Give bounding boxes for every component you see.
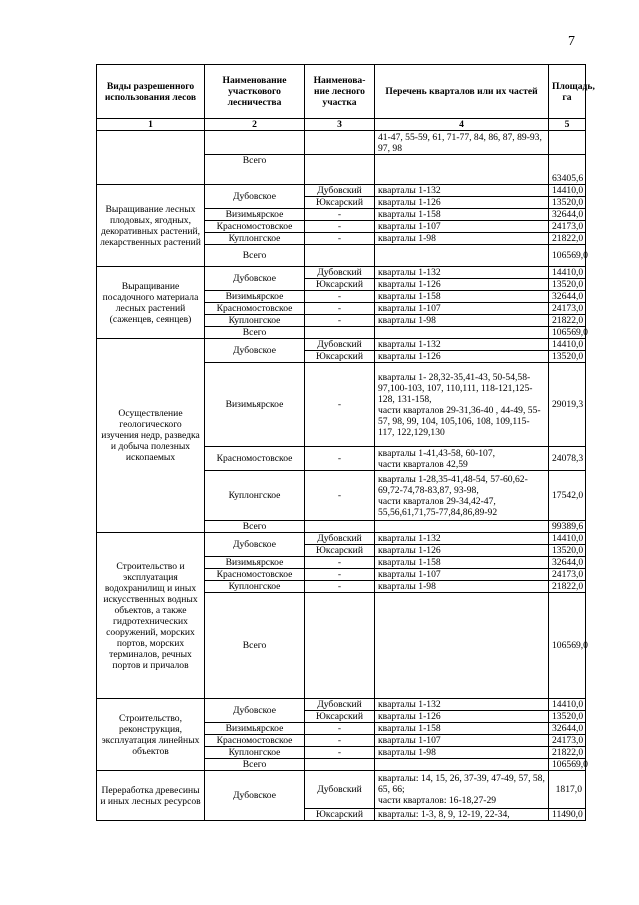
page-number: 7 — [568, 34, 575, 49]
quarter-list-full: кварталы 1-41,43-58, 60-107, — [378, 447, 496, 459]
quarter-list: кварталы: 1-3, 8, 9, 12-19, 22-34, — [375, 809, 549, 821]
activity-cell: Переработка древесины и иных лесных ресурсов — [97, 771, 205, 821]
quarter-list — [375, 771, 549, 809]
forestry-cell: Куплонгское — [205, 233, 305, 245]
area-value: 21822,0 — [549, 747, 586, 759]
forestry-cell: Куплонгское — [205, 747, 305, 759]
activity-cell: Выращивание посадочного материала лесных растений (саженцев, сеянцев) — [97, 267, 205, 339]
area-value: 21822,0 — [549, 315, 586, 327]
plot-cell: Дубовский — [305, 185, 375, 197]
quarter-list-full: кварталы 1- 28,32-35,41-43, 50-54,58-97,100-103, 107, 110,111, 118-121,125-128, 131-158, — [378, 371, 533, 405]
forestry-cell: Красномостовское — [205, 569, 305, 581]
quarter-list: кварталы 1-158 — [375, 291, 549, 303]
total-label: Всего — [205, 245, 305, 267]
forestry-cell: Визимьярское — [205, 363, 305, 447]
quarter-list-full: кварталы: 14, 15, 26, 37-39, 47-49, 57, 58, 65, 66; — [378, 773, 545, 795]
total-value: 99389,6 — [549, 521, 586, 533]
total-label: Всего — [205, 593, 305, 699]
quarter-list-parts: части кварталов: 16-18,27-29 — [378, 795, 497, 806]
plot-cell: Юксарский — [305, 545, 375, 557]
quarter-list-parts: части кварталов 29-31,36-40 , 44-49, 55-57, 98, 99, 104, 105,106, 108, 109,115-117, 122,129,130 — [378, 404, 541, 438]
table-row — [97, 699, 586, 711]
header-col4: Перечень кварталов или их частей — [375, 65, 549, 119]
total-label: Всего — [205, 521, 305, 533]
quarter-list: кварталы 1-126 — [375, 351, 549, 363]
header-col3: Наименова-ние лесного участка — [305, 65, 375, 119]
quarter-list: кварталы 1-132 — [375, 185, 549, 197]
area-value: 24078,3 — [549, 447, 586, 471]
quarter-list: кварталы 1-107 — [375, 221, 549, 233]
area-value: 1817,0 — [549, 771, 586, 809]
activity-cell: Выращивание лесных плодовых, ягодных, декоративных растений, лекарственных растений — [97, 185, 205, 267]
area-value: 24173,0 — [549, 221, 586, 233]
quarter-list: кварталы 1-132 — [375, 339, 549, 351]
forestry-cell: Визимьярское — [205, 723, 305, 735]
area-value: 14410,0 — [549, 267, 586, 279]
plot-cell: Дубовский — [305, 771, 375, 809]
forestry-cell: Красномостовское — [205, 303, 305, 315]
area-value: 17542,0 — [549, 471, 586, 521]
area-value: 13520,0 — [549, 279, 586, 291]
quarter-list: кварталы 1-126 — [375, 197, 549, 209]
plot-cell: Дубовский — [305, 533, 375, 545]
quarter-list — [375, 447, 549, 471]
table-row — [97, 339, 586, 351]
quarter-list: кварталы 1-126 — [375, 545, 549, 557]
plot-cell: Дубовский — [305, 267, 375, 279]
area-value: 13520,0 — [549, 197, 586, 209]
table-row — [97, 533, 586, 545]
activity-cell: Строительство и эксплуатация водохранилищ и иных искусственных водных объектов, а также гидротехнических сооружений, морских портов, морских терминалов, речных портов и причалов — [97, 533, 205, 699]
forestry-cell: Красномостовское — [205, 735, 305, 747]
area-value: 32644,0 — [549, 291, 586, 303]
area-value: 21822,0 — [549, 581, 586, 593]
area-value: 14410,0 — [549, 533, 586, 545]
area-value: 14410,0 — [549, 185, 586, 197]
forest-use-table — [96, 64, 595, 821]
plot-cell: - — [305, 291, 375, 303]
activity-cell: Строительство, реконструкция, эксплуатация линейных объектов — [97, 699, 205, 771]
quarter-list: 41-47, 55-59, 61, 71-77, 84, 86, 87, 89-93, 97, 98 — [375, 131, 549, 155]
total-value: 106569,0 — [549, 245, 586, 267]
plot-cell: Дубовский — [305, 339, 375, 351]
forestry-cell: Дубовское — [205, 339, 305, 363]
area-value: 29019,3 — [549, 363, 586, 447]
column-numbers-row — [97, 119, 586, 131]
forestry-cell: Куплонгское — [205, 315, 305, 327]
quarter-list: кварталы 1-132 — [375, 699, 549, 711]
forestry-cell: Визимьярское — [205, 209, 305, 221]
activity-cell: Осуществление геологического изучения недр, разведка и добыча полезных ископаемых — [97, 339, 205, 533]
plot-cell: Юксарский — [305, 351, 375, 363]
area-value: 24173,0 — [549, 569, 586, 581]
quarter-list: кварталы 1-132 — [375, 267, 549, 279]
area-value: 21822,0 — [549, 233, 586, 245]
header-col5: Площадь, га — [549, 65, 586, 119]
table-row — [97, 185, 586, 197]
header-col2: Наименование участкового лесничества — [205, 65, 305, 119]
forestry-cell: Дубовское — [205, 185, 305, 209]
quarter-list — [375, 471, 549, 521]
total-value: 106569,0 — [549, 327, 586, 339]
plot-cell: - — [305, 315, 375, 327]
plot-cell: - — [305, 471, 375, 521]
quarter-list: кварталы 1-126 — [375, 711, 549, 723]
plot-cell: - — [305, 723, 375, 735]
plot-cell: Юксарский — [305, 279, 375, 291]
plot-cell: - — [305, 209, 375, 221]
total-label: Всего — [205, 759, 305, 771]
table-row — [97, 771, 586, 809]
quarter-list-full: кварталы 1-28,35-41,48-54, 57-60,62-69,72-74,78-83,87, 93-98, — [378, 473, 528, 496]
forestry-cell: Дубовское — [205, 771, 305, 821]
forestry-cell: Визимьярское — [205, 557, 305, 569]
col-number: 1 — [97, 119, 205, 131]
forestry-cell: Дубовское — [205, 533, 305, 557]
plot-cell: Юксарский — [305, 809, 375, 821]
header-row — [97, 65, 586, 119]
plot-cell: Юксарский — [305, 711, 375, 723]
plot-cell: - — [305, 581, 375, 593]
plot-cell: - — [305, 747, 375, 759]
quarter-list — [375, 363, 549, 447]
header-col1: Виды разрешенного использования лесов — [97, 65, 205, 119]
plot-cell: - — [305, 233, 375, 245]
total-label: Всего — [205, 327, 305, 339]
quarter-list: кварталы 1-107 — [375, 569, 549, 581]
area-value: 24173,0 — [549, 735, 586, 747]
forestry-cell: Дубовское — [205, 699, 305, 723]
quarter-list: кварталы 1-98 — [375, 315, 549, 327]
plot-cell: - — [305, 447, 375, 471]
table-row — [97, 267, 586, 279]
plot-cell: - — [305, 303, 375, 315]
area-value: 13520,0 — [549, 545, 586, 557]
quarter-list: кварталы 1-158 — [375, 557, 549, 569]
quarter-list: кварталы 1-158 — [375, 209, 549, 221]
total-value: 106569,0 — [549, 593, 586, 699]
quarter-list-parts: части кварталов 42,59 — [378, 458, 468, 470]
forestry-cell: Куплонгское — [205, 471, 305, 521]
col-number: 3 — [305, 119, 375, 131]
area-value: 13520,0 — [549, 351, 586, 363]
quarter-list: кварталы 1-158 — [375, 723, 549, 735]
forestry-cell: Визимьярское — [205, 291, 305, 303]
area-value: 13520,0 — [549, 711, 586, 723]
quarter-list-parts: части кварталов 29-34,42-47, 55,56,61,71,75-77,84,86,89-92 — [378, 495, 498, 518]
forestry-cell: Куплонгское — [205, 581, 305, 593]
quarter-list: кварталы 1-132 — [375, 533, 549, 545]
area-value: 32644,0 — [549, 557, 586, 569]
area-value: 32644,0 — [549, 723, 586, 735]
quarter-list: кварталы 1-107 — [375, 303, 549, 315]
plot-cell: - — [305, 221, 375, 233]
table-row — [97, 131, 586, 155]
quarter-list: кварталы 1-98 — [375, 233, 549, 245]
quarter-list: кварталы 1-126 — [375, 279, 549, 291]
quarter-list: кварталы 1-107 — [375, 735, 549, 747]
area-value: 24173,0 — [549, 303, 586, 315]
total-label: Всего — [205, 155, 305, 185]
quarter-list: кварталы 1-98 — [375, 747, 549, 759]
col-number: 5 — [549, 119, 586, 131]
plot-cell: Дубовский — [305, 699, 375, 711]
area-value: 14410,0 — [549, 699, 586, 711]
forestry-cell: Красномостовское — [205, 221, 305, 233]
area-value: 11490,0 — [549, 809, 586, 821]
quarter-list: кварталы 1-98 — [375, 581, 549, 593]
plot-cell: Юксарский — [305, 197, 375, 209]
forestry-cell: Дубовское — [205, 267, 305, 291]
plot-cell: - — [305, 557, 375, 569]
total-value: 63405,6 — [549, 155, 586, 185]
col-number: 2 — [205, 119, 305, 131]
plot-cell: - — [305, 569, 375, 581]
col-number: 4 — [375, 119, 549, 131]
forestry-cell: Красномостовское — [205, 447, 305, 471]
area-value: 32644,0 — [549, 209, 586, 221]
plot-cell: - — [305, 735, 375, 747]
area-value: 14410,0 — [549, 339, 586, 351]
total-value: 106569,0 — [549, 759, 586, 771]
plot-cell: - — [305, 363, 375, 447]
